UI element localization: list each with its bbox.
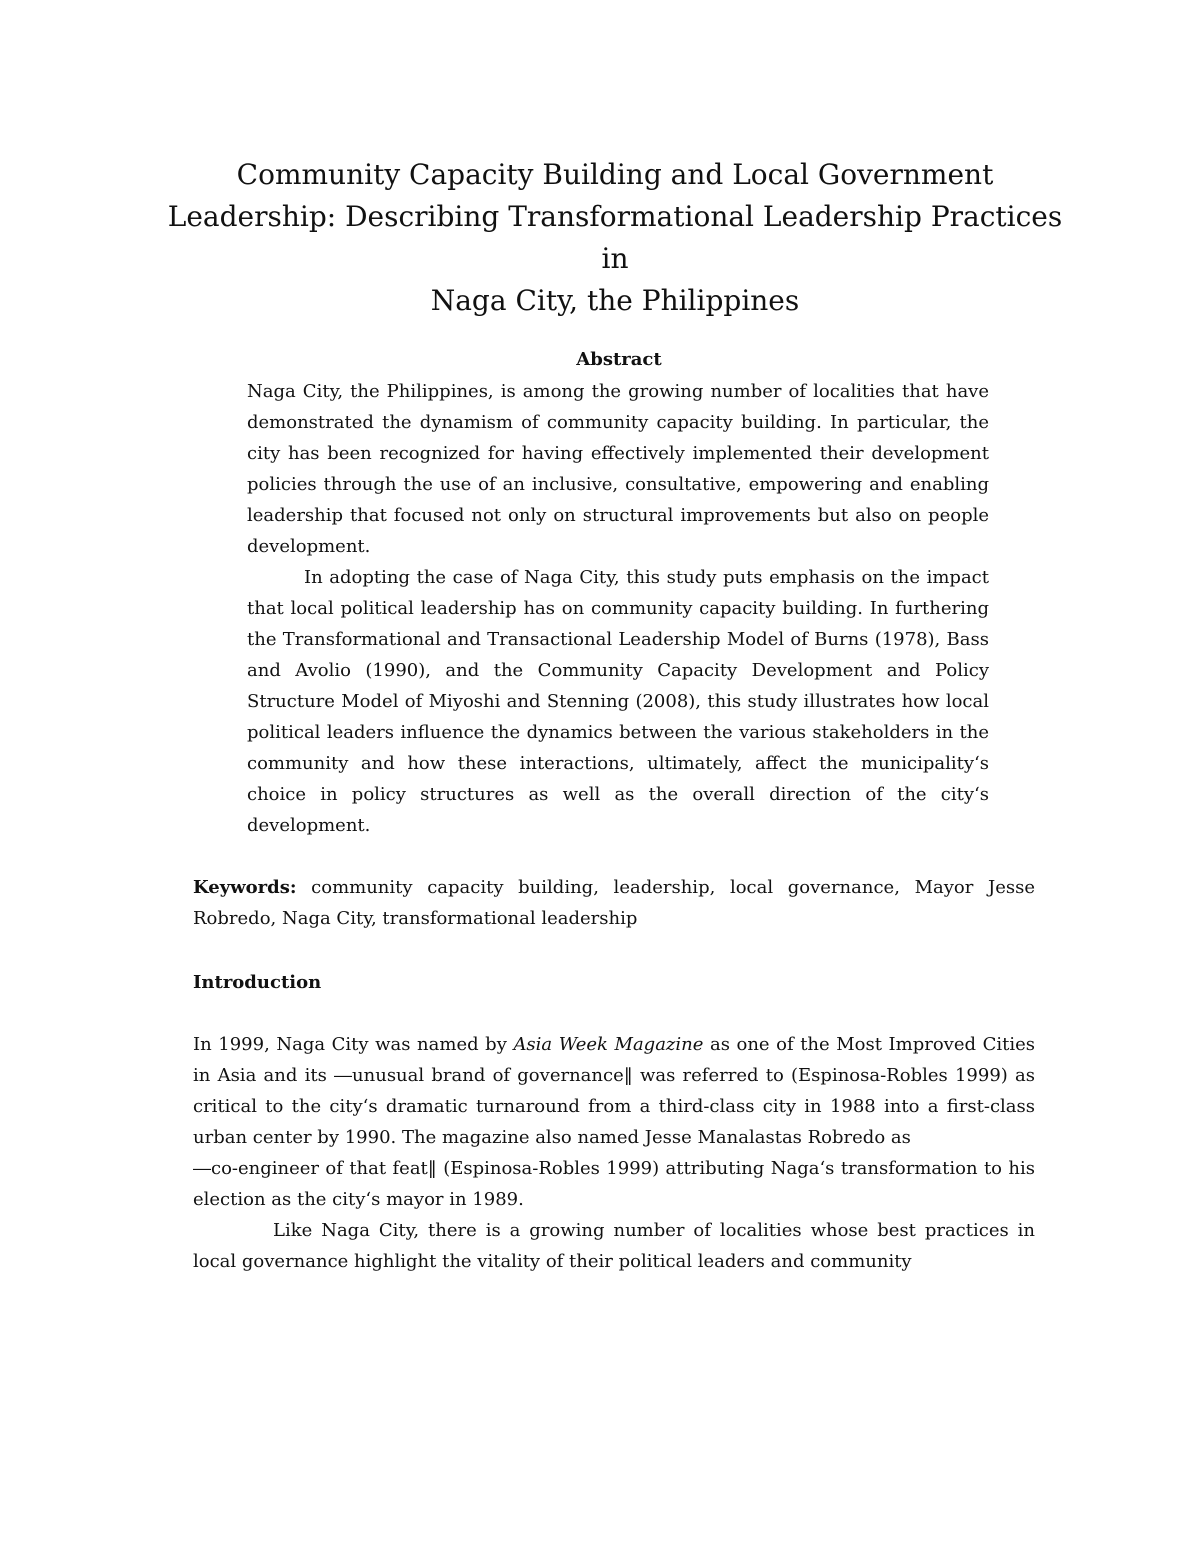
abstract-paragraph-2: In adopting the case of Naga City, this study puts emphasis on the impact that local political leadership has on community capacity building. In furthering the Transformational and Transactional Leadership Model of Burns (1978), Bass and Avolio (1990), and the Community Capacity Development and Policy Structure Model of Miyoshi and Stenning (2008), this study illustrates how local political leaders influence the dynamics between the various stakeholders in the community and how these interactions, ultimately, affect the municipality‘s choice in policy structures as well as the overall direction of the city‘s development. (247, 567, 989, 836)
intro-p1-before: In 1999, Naga City was named by (193, 1034, 514, 1055)
title-line-3: Naga City, the Philippines (430, 284, 800, 317)
section-heading-introduction: Introduction (193, 972, 322, 993)
title-line-2: Leadership: Describing Transformational Leadership Practices in (167, 200, 1063, 275)
intro-p1-italic: Asia Week Magazine (513, 1034, 704, 1055)
intro-paragraph-2: Like Naga City, there is a growing number of localities whose best practices in local governance highlight the vitality of their political leaders and community (193, 1220, 1035, 1272)
intro-paragraph-1 (193, 1029, 1035, 1215)
abstract-heading: Abstract (576, 349, 662, 370)
intro-p1-line2: ―co-engineer of that feat‖ (Espinosa-Robles 1999) attributing Naga‘s transformation to his election as the city‘s mayor in 1989. (193, 1158, 1035, 1210)
intro-p1-after: as one of the Most Improved Cities in Asia and its ―unusual brand of governance‖ was referred to (Espinosa-Robles 1999) as critical to the city‘s dramatic turnaround from a third-class city in 1988 into a first-class urban center by 1990. The magazine also named Jesse Manalastas Robredo as (193, 1034, 1035, 1148)
title-line-1: Community Capacity Building and Local Government (236, 158, 994, 191)
keywords-label: Keywords: (193, 877, 297, 898)
introduction-body (193, 1029, 1035, 1277)
keywords (193, 872, 1035, 934)
abstract-body (247, 376, 989, 841)
keywords-text: community capacity building, leadership, local governance, Mayor Jesse Robredo, Naga City, transformational leadership (193, 877, 1035, 929)
paper-title (150, 154, 1080, 322)
abstract-paragraph-1: Naga City, the Philippines, is among the growing number of localities that have demonstrated the dynamism of community capacity building. In particular, the city has been recognized for having effectively implemented their development policies through the use of an inclusive, consultative, empowering and enabling leadership that focused not only on structural improvements but also on people development. (247, 381, 989, 557)
